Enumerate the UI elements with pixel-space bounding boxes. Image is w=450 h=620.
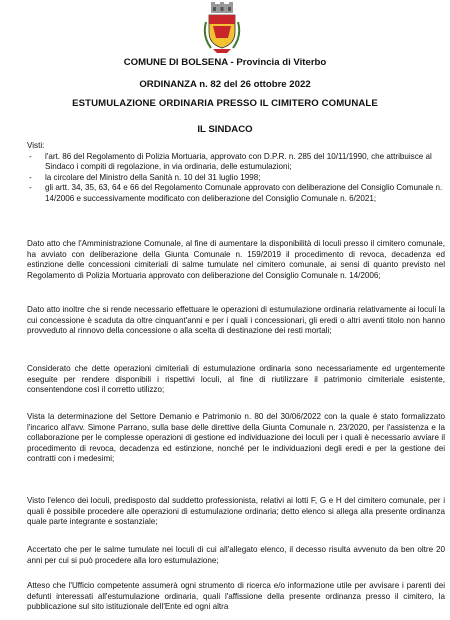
- paragraph-dato-atto-inoltre: Dato atto inoltre che si rende necessario effettuare le operazioni di estumulazione ordinaria relativamente ai loculi la cui concessione è scaduta da oltre cinquant'anni e per i quali i concessionari, gli eredi o altri aventi titolo non hanno provveduto al rinnovo della concessione o alla scelta di destinazione dei resti mortali;: [27, 305, 445, 336]
- paragraph-visto-elenco: Visto l'elenco dei loculi, predisposto dal suddetto professionista, relativi ai lotti F, G e H del cimitero comunale, per i quali è possibile procedere alle operazioni di estumulazione ordinaria; detto elenco si allega alla presente ordinanza quale parte integrante e sostanziale;: [27, 496, 445, 527]
- list-item: - gli artt. 34, 35, 63, 64 e 66 del Regolamento Comunale approvato con deliberazione del Consiglio Comunale n. 14/2006 e successivamente modificato con deliberazione del Consiglio Comunale n. 6/2021;: [29, 183, 443, 203]
- comune-name: COMUNE DI BOLSENA: [123, 57, 228, 68]
- visti-section: [27, 141, 445, 205]
- ordinance-title: ESTUMULAZIONE ORDINARIA PRESSO IL CIMITERO COMUNALE: [72, 98, 378, 109]
- provincia-name: - Provincia di Viterbo: [227, 57, 327, 68]
- comune-heading: [0, 57, 450, 68]
- visti-label: Visti:: [27, 141, 45, 150]
- paragraph-considerato: Considerato che dette operazioni cimiteriali di estumulazione ordinaria sono necessariamente ed urgentemente eseguite per rendere disponibili i rispettivi loculi, al fine di riutilizzare il patrimonio cimiteriale esistente, consentendone così il corretto utilizzo;: [27, 364, 445, 395]
- list-item: - l'art. 86 del Regolamento di Polizia Mortuaria, approvato con D.P.R. n. 285 del 10/11/1990, che attribuisce al Sindaco i compiti di regolazione, in via ordinaria, delle estumulazioni;: [29, 151, 432, 172]
- paragraph-vista-determinazione: Vista la determinazione del Settore Demanio e Patrimonio n. 80 del 30/06/2022 con la quale è stato formalizzato l'incarico all'avv. Simone Parrano, sulla base delle direttive della Giunta Comunale n. 23/2020, per l'assistenza e la collaborazione per le complesse operazioni di gestione ed individuazione dei loculi per i quali è necessario avviare il procedimento di revoca, decadenza ed estinzione, nonché per le individuazioni degli eredi e per la gestione dei contratti con i medesimi;: [27, 412, 445, 464]
- paragraph-accertato: Accertato che per le salme tumulate nei loculi di cui all'allegato elenco, il decesso risulta avvenuto da ben oltre 20 anni per cui si può procedere alla loro estumulazione;: [27, 545, 445, 565]
- list-item: - la circolare del Ministro della Sanità n. 10 del 31 luglio 1998;: [29, 172, 261, 182]
- ordinanza-number: ORDINANZA n. 82 del 26 ottobre 2022: [139, 79, 311, 90]
- coat-of-arms-icon: [201, 2, 243, 54]
- issuer-heading: IL SINDACO: [197, 124, 253, 135]
- paragraph-atteso: Atteso che l'Ufficio competente assumerà ogni strumento di ricerca e/o informazione utile per avvisare i parenti dei defunti interessati all'estumulazione ordinaria, quali l'affissione della presente ordinanza presso il cimitero, la pubblicazione sul sito istituzionale dell'Ente ed ogni altra: [27, 581, 445, 612]
- paragraph-dato-atto: Dato atto che l'Amministrazione Comunale, al fine di aumentare la disponibilità di loculi presso il cimitero comunale, ha avviato con deliberazione della Giunta Comunale n. 159/2019 il procedimento di revoca, decadenza ed estinzione delle concessioni cimiteriali di salme tumulate nel cimitero comunale, ai sensi di quanto previsto nel Regolamento di Polizia Mortuaria approvato con deliberazione del Consiglio Comunale n. 14/2006;: [27, 239, 445, 280]
- visti-list: [27, 152, 445, 205]
